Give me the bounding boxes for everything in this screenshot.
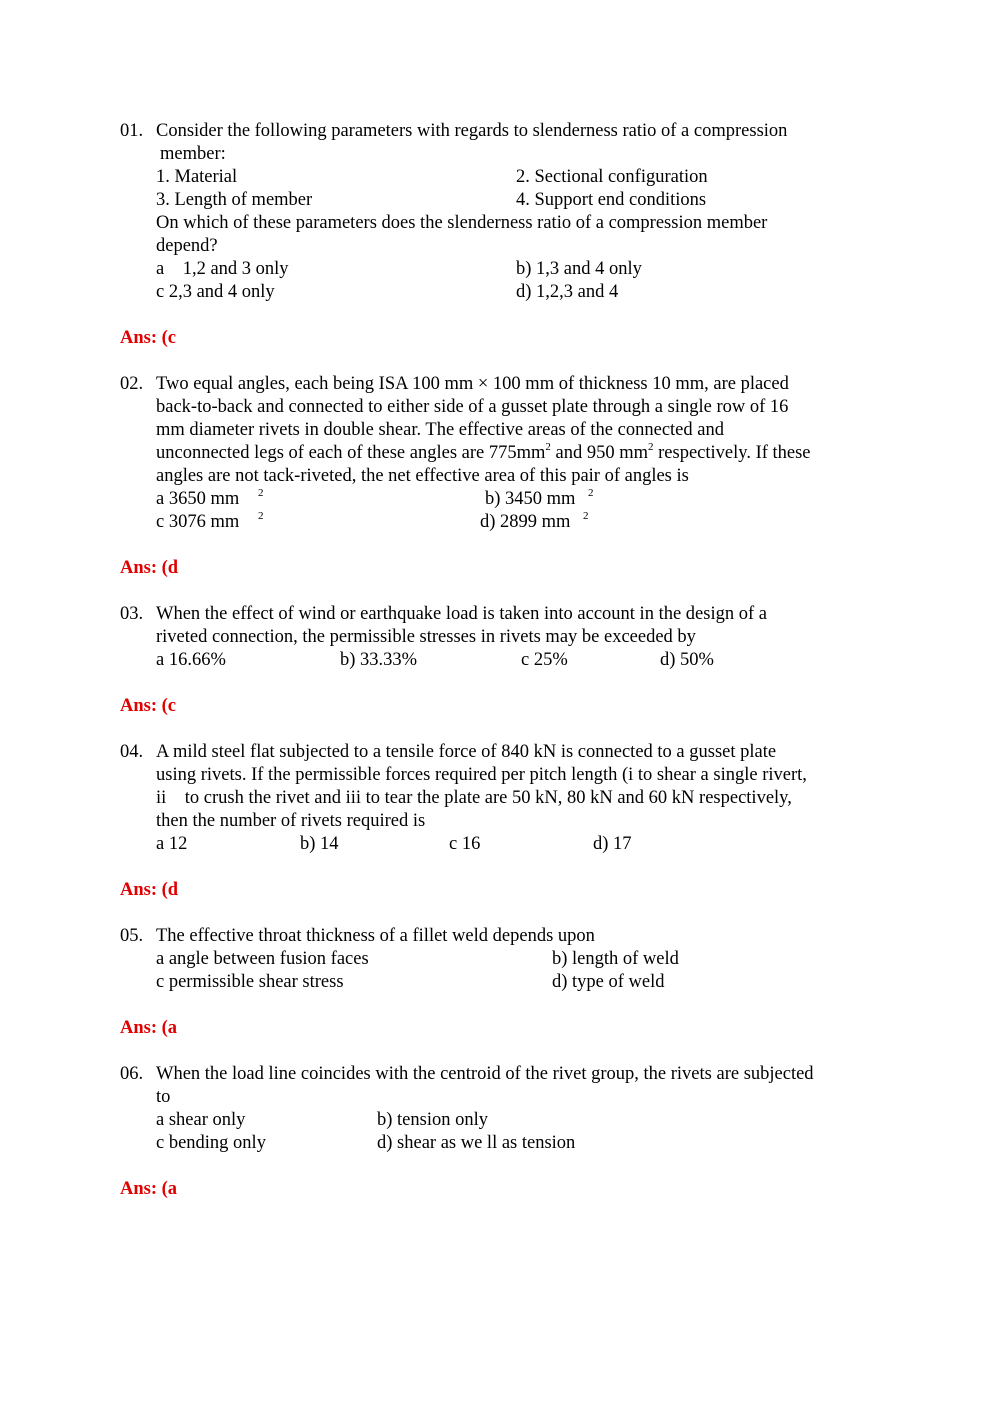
option-d: d) 17 <box>593 834 632 854</box>
option-a: a 3650 mm <box>156 489 240 509</box>
option-a: a angle between fusion faces <box>156 949 369 969</box>
option-d: d) 1,2,3 and 4 <box>516 282 619 302</box>
option-a: a shear only <box>156 1110 246 1130</box>
option-a: a 1,2 and 3 only <box>156 259 289 279</box>
question-text: The effective throat thickness of a fillet weld depends upon <box>156 926 595 946</box>
question-text: angles are not tack-riveted, the net effective area of this pair of angles is <box>156 466 689 486</box>
option-b: b) 1,3 and 4 only <box>516 259 642 279</box>
option-c: c bending only <box>156 1133 266 1153</box>
option-b: b) length of weld <box>552 949 679 969</box>
superscript: 2 <box>545 441 551 453</box>
option-d: d) shear as we ll as tension <box>377 1133 576 1153</box>
option-b: b) 14 <box>300 834 339 854</box>
answer-label: Ans: (a <box>120 1018 178 1038</box>
question-number: 01. <box>120 121 144 141</box>
answer-label: Ans: (c <box>120 328 177 348</box>
question-text: then the number of rivets required is <box>156 811 426 831</box>
superscript: 2 <box>258 487 264 499</box>
question-text: to <box>156 1087 171 1107</box>
question-number: 05. <box>120 926 144 946</box>
superscript: 2 <box>588 487 594 499</box>
option-c: c 3076 mm <box>156 512 240 532</box>
option-c: c 16 <box>449 834 481 854</box>
question-number: 02. <box>120 374 144 394</box>
answer-label: Ans: (a <box>120 1179 178 1199</box>
superscript: 2 <box>258 510 264 522</box>
question-text <box>156 442 811 467</box>
option-d: d) 2899 mm <box>480 512 571 532</box>
option-d: d) 50% <box>660 650 714 670</box>
question-text: member: <box>160 144 226 164</box>
option-a: a 16.66% <box>156 650 226 670</box>
question-text: depend? <box>156 236 218 256</box>
parameter-item: 1. Material <box>156 167 238 187</box>
superscript: 2 <box>648 441 654 453</box>
option-c: c 25% <box>521 650 568 670</box>
question-text: Consider the following parameters with regards to slenderness ratio of a compression <box>156 121 788 141</box>
question-text: riveted connection, the permissible stresses in rivets may be exceeded by <box>156 627 696 647</box>
superscript: 2 <box>583 510 589 522</box>
text-fragment: and 950 mm <box>550 443 649 463</box>
question-text: On which of these parameters does the slenderness ratio of a compression member <box>156 213 768 233</box>
question-text: using rivets. If the permissible forces required per pitch length (i to shear a single rivert, <box>156 765 807 785</box>
text-fragment: respectively. If these <box>653 443 811 463</box>
parameter-item: 2. Sectional configuration <box>516 167 708 187</box>
question-text: back-to-back and connected to either side of a gusset plate through a single row of 16 <box>156 397 789 417</box>
parameter-item: 3. Length of member <box>156 190 313 210</box>
option-d: d) type of weld <box>552 972 665 992</box>
question-text: Two equal angles, each being ISA 100 mm × 100 mm of thickness 10 mm, are placed <box>156 374 789 394</box>
answer-label: Ans: (c <box>120 696 177 716</box>
question-number: 03. <box>120 604 144 624</box>
question-text: When the load line coincides with the centroid of the rivet group, the rivets are subjected <box>156 1064 814 1084</box>
answer-label: Ans: (d <box>120 880 179 900</box>
question-number: 04. <box>120 742 144 762</box>
option-b: b) 3450 mm <box>485 489 576 509</box>
question-text: When the effect of wind or earthquake load is taken into account in the design of a <box>156 604 767 624</box>
answer-label: Ans: (d <box>120 558 179 578</box>
question-text: ii to crush the rivet and iii to tear the plate are 50 kN, 80 kN and 60 kN respectively, <box>156 788 792 808</box>
option-c: c 2,3 and 4 only <box>156 282 275 302</box>
option-c: c permissible shear stress <box>156 972 344 992</box>
text-fragment: unconnected legs of each of these angles are 775mm <box>156 443 546 463</box>
option-b: b) tension only <box>377 1110 488 1130</box>
parameter-item: 4. Support end conditions <box>516 190 707 210</box>
option-a: a 12 <box>156 834 188 854</box>
question-number: 06. <box>120 1064 144 1084</box>
question-text: mm diameter rivets in double shear. The effective areas of the connected and <box>156 420 724 440</box>
question-text: A mild steel flat subjected to a tensile force of 840 kN is connected to a gusset plate <box>156 742 777 762</box>
option-b: b) 33.33% <box>340 650 418 670</box>
